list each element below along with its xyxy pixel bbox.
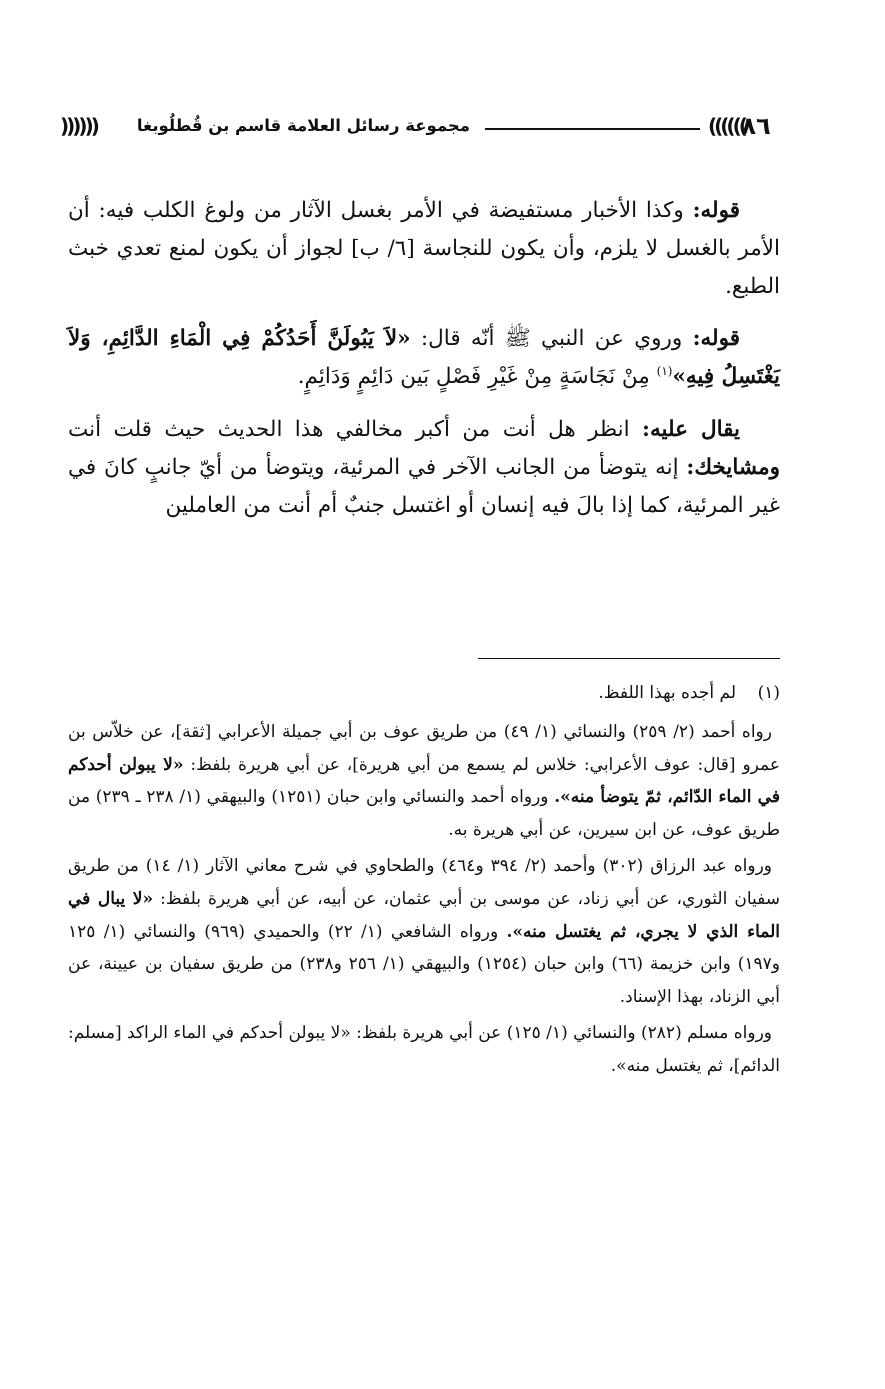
footnote-para-1-a: رواه أحمد (٢/ ٢٥٩) والنسائي (١/ ٤٩) من طريق عوف بن أبي جميلة الأعرابي [ثقة]، عن خلاّس بن عمرو [قال: عوف الأعرابي: خلاس لم يسمع من أبي هريرة]، عن أبي هريرة بلفظ: bbox=[68, 722, 781, 775]
main-text bbox=[68, 192, 780, 539]
footnote-para-1 bbox=[68, 716, 780, 846]
paragraph-2 bbox=[68, 320, 780, 396]
hadith-quote: «لاَ يَبُولَنَّ أَحَدُكُمْ فِي الْمَاءِ الدَّائِمِ، وَلاَ يَغْتَسِلُ فِيهِ» bbox=[68, 326, 780, 390]
footnote-para-2-a: ورواه عبد الرزاق (٣٠٢) وأحمد (٢/ ٣٩٤ و٤٦٤) والطحاوي في شرح معاني الآثار (١/ ١٤) من طريق سفيان الثوري، عن أبي زناد، عن موسى بن أبي عثمان، عن أبيه، عن أبي هريرة بلفظ: bbox=[68, 856, 781, 909]
paragraph-1-text: وكذا الأخبار مستفيضة في الأمر بغسل الآثار من ولوغ الكلب فيه: أن الأمر بالغسل لا يلزم، وأن يكون للنجاسة [٦/ ب] لجواز أن يكون لمنع تعدي خبث الطبع. bbox=[68, 198, 780, 299]
paragraph-3-text-2: إنه يتوضأ من الجانب الآخر في المرئية، ويتوضأ من أيّ جانبٍ كانَ في غير المرئية، كما إذا بالَ فيه إنسان أو اغتسل جنبٌ أم أنت من العاملين bbox=[68, 454, 780, 518]
footnote-para-1-quote: «لا يبولن أحدكم في الماء الدّائم، ثمّ يتوضأ منه». bbox=[68, 754, 780, 808]
paragraph-3-text: انظر هل أنت من أكبر مخالفي هذا الحديث حيث قلت أنت bbox=[68, 416, 630, 442]
footnotes bbox=[68, 676, 780, 1087]
right-ornament-icon: (((((( bbox=[708, 114, 745, 138]
left-ornament-icon: )))))) bbox=[60, 114, 97, 138]
footnote-para-2-quote: «لا يبال في الماء الذي لا يجري، ثم يغتسل منه». bbox=[68, 888, 780, 942]
footnote-para-1-c: ورواه أحمد والنسائي وابن حبان (١٢٥١) والبيهقي (١/ ٢٣٨ ـ ٢٣٩) من طريق عوف، عن ابن سيرين، عن أبي هريرة به. bbox=[68, 787, 780, 840]
footnote-1-header bbox=[68, 676, 780, 710]
header-rule bbox=[485, 128, 700, 130]
footnote-para-3-a: ورواه مسلم (٢٨٢) والنسائي (١/ ١٢٥) عن أبي هريرة بلفظ: «لا يبولن أحدكم في الماء الراكد [مسلم: الدائم]، ثم يغتسل منه». bbox=[68, 1023, 780, 1076]
footnote-separator bbox=[478, 658, 780, 659]
paragraph-3-lead-2: ومشايخك: bbox=[686, 454, 780, 480]
page-number: ٨٦ bbox=[741, 112, 771, 140]
footnote-para-2-c: ورواه الشافعي (١/ ٢٢) والحميدي (٩٦٩) والنسائي (١/ ١٢٥ و١٩٧) وابن خزيمة (٦٦) وابن حبان (١٢٥٤) والبيهقي (١/ ٢٥٦ و٢٣٨) من طريق سفيان بن عيينة، عن أبي الزناد، بهذا الإسناد. bbox=[68, 921, 780, 1007]
paragraph-3-lead: يقال عليه: bbox=[642, 416, 740, 442]
running-title: مجموعة رسائل العلامة قاسم بن قُطلُوبغا bbox=[136, 116, 470, 135]
footnote-1-marker: (١) bbox=[757, 683, 780, 703]
footnote-ref-1[interactable]: (١) bbox=[656, 364, 673, 379]
footnote-para-3 bbox=[68, 1017, 780, 1082]
paragraph-1-lead: قوله: bbox=[692, 198, 740, 223]
paragraph-2-text: وروي عن النبي ﷺ أنّه قال: bbox=[420, 326, 683, 352]
running-header bbox=[60, 108, 782, 148]
paragraph-2-lead: قوله: bbox=[692, 326, 740, 352]
footnote-1-text: لم أجده بهذا اللفظ. bbox=[598, 683, 736, 703]
footnote-para-2 bbox=[68, 850, 780, 1013]
paragraph-1 bbox=[68, 192, 780, 305]
paragraph-3 bbox=[68, 411, 780, 524]
paragraph-2-tail: مِنْ نَجَاسَةٍ مِنْ غَيْرِ فَصْلٍ بَين دَائِمٍ وَدَائِمٍ. bbox=[297, 364, 650, 390]
